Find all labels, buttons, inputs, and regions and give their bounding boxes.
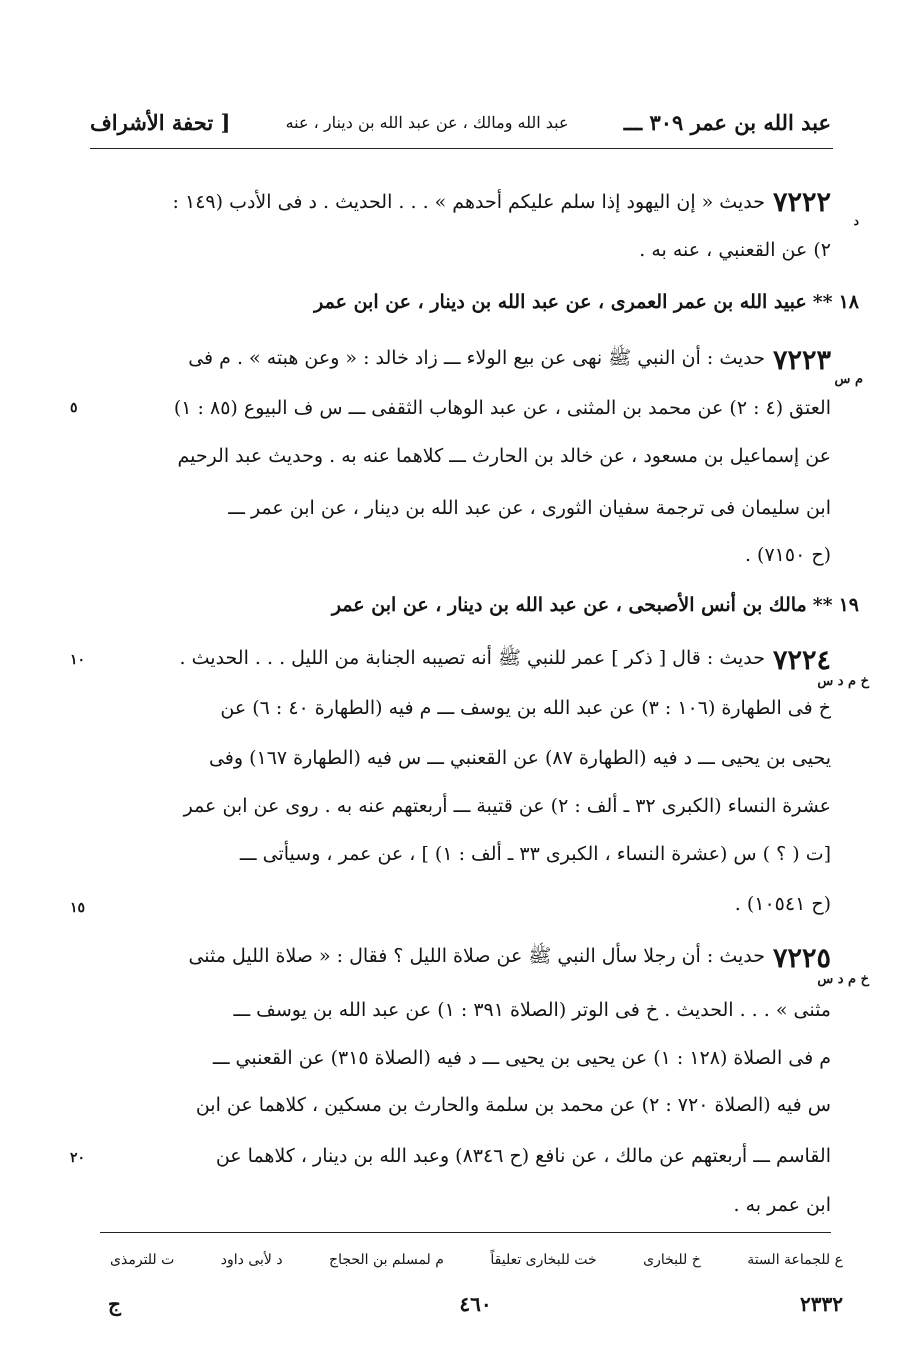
hadith-7225-line-3 — [110, 1038, 831, 1078]
hadith-7223-line-3 — [110, 436, 831, 476]
signature-mark: ج — [108, 1292, 121, 1316]
hadith-7223-line-1 — [110, 340, 831, 380]
hadith-7225-line-1 — [110, 938, 831, 978]
margin-line-number: ٢٠ — [70, 1150, 86, 1166]
margin-line-number: ١٥ — [70, 900, 86, 916]
section-title: مالك بن أنس الأصبحى ، عن عبد الله بن دينار ، عن ابن عمر — [331, 594, 807, 616]
page-footer — [108, 1292, 843, 1322]
hadith-text: ابن سليمان فى ترجمة سفيان الثورى ، عن عبد الله بن دينار ، عن ابن عمر ـــ — [228, 497, 831, 519]
hadith-7224-line-1 — [110, 640, 831, 680]
hadith-number: ٧٢٢٢ — [772, 186, 831, 218]
hadith-text: م فى الصلاة (١٢٨ : ١) عن يحيى بن يحيى ـــ د فيه (الصلاة ٣١٥) عن القعنبي ـــ — [212, 1047, 831, 1069]
section-mark: ** — [812, 594, 833, 616]
section-mark: ** — [812, 291, 833, 313]
hadith-text: حديث : قال [ ذكر ] عمر للنبي ﷺ أنه تصيبه الجنابة من الليل . . . الحديث . — [179, 647, 765, 669]
hadith-7225-line-4 — [110, 1085, 831, 1125]
hadith-7223-line-2 — [110, 388, 831, 428]
hadith-7224-line-2 — [110, 688, 831, 728]
hadith-text: حديث : أن رجلا سأل النبي ﷺ عن صلاة الليل ؟ فقال : « صلاة الليل مثنى — [188, 945, 765, 967]
hadith-7223-line-5 — [110, 535, 831, 575]
hadith-text: س فيه (الصلاة ٧٢٠ : ٢) عن محمد بن سلمة والحارث بن مسكين ، كلاهما عن ابن — [195, 1094, 831, 1116]
siglum-key-item: د لأبى داود — [220, 1252, 283, 1268]
hadith-text: حديث : أن النبي ﷺ نهى عن بيع الولاء ـــ زاد خالد : « وعن هبته » . م فى — [188, 347, 765, 369]
section-title: عبيد الله بن عمر العمرى ، عن عبد الله بن دينار ، عن ابن عمر — [314, 291, 807, 313]
hadith-7223-line-4 — [110, 488, 831, 528]
hadith-7222-line-2 — [110, 230, 831, 270]
siglum-key-item: م لمسلم بن الحجاج — [329, 1252, 444, 1268]
siglum-key — [110, 1245, 843, 1275]
sigla: د — [853, 214, 859, 228]
hadith-text: عن إسماعيل بن مسعود ، عن خالد بن الحارث ـــ كلاهما عنه به . وحديث عبد الرحيم — [177, 445, 831, 467]
hadith-text: يحيى بن يحيى ـــ د فيه (الطهارة ٨٧) عن القعنبي ـــ س فيه (الطهارة ١٦٧) وفى — [208, 747, 831, 769]
hadith-text: عشرة النساء (الكبرى ٣٢ ـ ألف : ٢) عن قتيبة ـــ أربعتهم عنه به . روى عن ابن عمر — [183, 795, 831, 817]
hadith-text: مثنى » . . . الحديث . خ فى الوتر (الصلاة ٣٩١ : ١) عن عبد الله بن يوسف ـــ — [233, 999, 831, 1021]
hadith-text: (ح ٧١٥٠) . — [744, 544, 831, 566]
sigla: خ م د س — [817, 972, 869, 987]
hadith-7224-line-4 — [110, 786, 831, 826]
hadith-7224-line-3 — [110, 738, 831, 778]
hadith-text: خ فى الطهارة (١٠٦ : ٣) عن عبد الله بن يوسف ـــ م فيه (الطهارة ٤٠ : ٦) عن — [220, 697, 831, 719]
hadith-7225-line-6 — [110, 1185, 831, 1225]
footer-rule — [100, 1232, 831, 1233]
header-right: عبد الله بن عمر ٣٠٩ ـــ — [623, 109, 831, 135]
margin-line-number: ١٠ — [70, 652, 86, 668]
hadith-number: ٧٢٢٥ — [772, 942, 831, 974]
hadith-text: ٢) عن القعنبي ، عنه به . — [639, 239, 831, 261]
sigla: خ م د س — [817, 674, 869, 689]
siglum-key-item: خ للبخارى — [643, 1252, 701, 1268]
siglum-key-item: خت للبخارى تعليقاً — [490, 1252, 597, 1268]
section-18-heading — [110, 282, 859, 322]
header-left: [ تحفة الأشراف — [90, 109, 231, 135]
section-number: ١٨ — [838, 291, 859, 313]
hadith-text: القاسم ـــ أربعتهم عن مالك ، عن نافع (ح ٨٣٤٦) وعبد الله بن دينار ، كلاهما عن — [215, 1145, 831, 1167]
hadith-text: [ت ( ؟ ) س (عشرة النساء ، الكبرى ٣٣ ـ ألف : ١) ] ، عن عمر ، وسيأتى ـــ — [239, 843, 831, 865]
hadith-7224-line-6 — [110, 884, 831, 924]
hadith-7222-line-1 — [110, 182, 831, 222]
sigla: م س — [834, 372, 863, 387]
hadith-number: ٧٢٢٤ — [772, 644, 831, 676]
siglum-key-item: ت للترمذى — [110, 1252, 175, 1268]
hadith-text: العتق (٤ : ٢) عن محمد بن المثنى ، عن عبد الوهاب الثقفى ـــ س ف البيوع (٨٥ : ١) — [173, 397, 831, 419]
hadith-text: حديث « إن اليهود إذا سلم عليكم أحدهم » . . . الحديث . د فى الأدب (١٤٩ : — [172, 191, 765, 213]
hadith-text: (ح ١٠٥٤١) . — [734, 893, 831, 915]
page-number: ٤٦٠ — [459, 1292, 492, 1316]
section-number: ١٩ — [838, 594, 859, 616]
margin-line-number: ٥ — [70, 400, 78, 416]
hadith-7225-line-2 — [110, 990, 831, 1030]
hadith-7224-line-5 — [110, 834, 831, 874]
header-rule — [90, 148, 833, 149]
header-middle: عبد الله ومالك ، عن عبد الله بن دينار ، عنه — [285, 112, 569, 132]
hadith-text: ابن عمر به . — [733, 1194, 831, 1216]
section-19-heading — [110, 585, 859, 625]
running-header — [90, 102, 831, 142]
hadith-number: ٧٢٢٣ — [772, 344, 831, 376]
siglum-key-item: ع للجماعة الستة — [747, 1252, 843, 1268]
hadith-7225-line-5 — [110, 1136, 831, 1176]
volume-number: ٢٣٣٢ — [800, 1292, 843, 1316]
